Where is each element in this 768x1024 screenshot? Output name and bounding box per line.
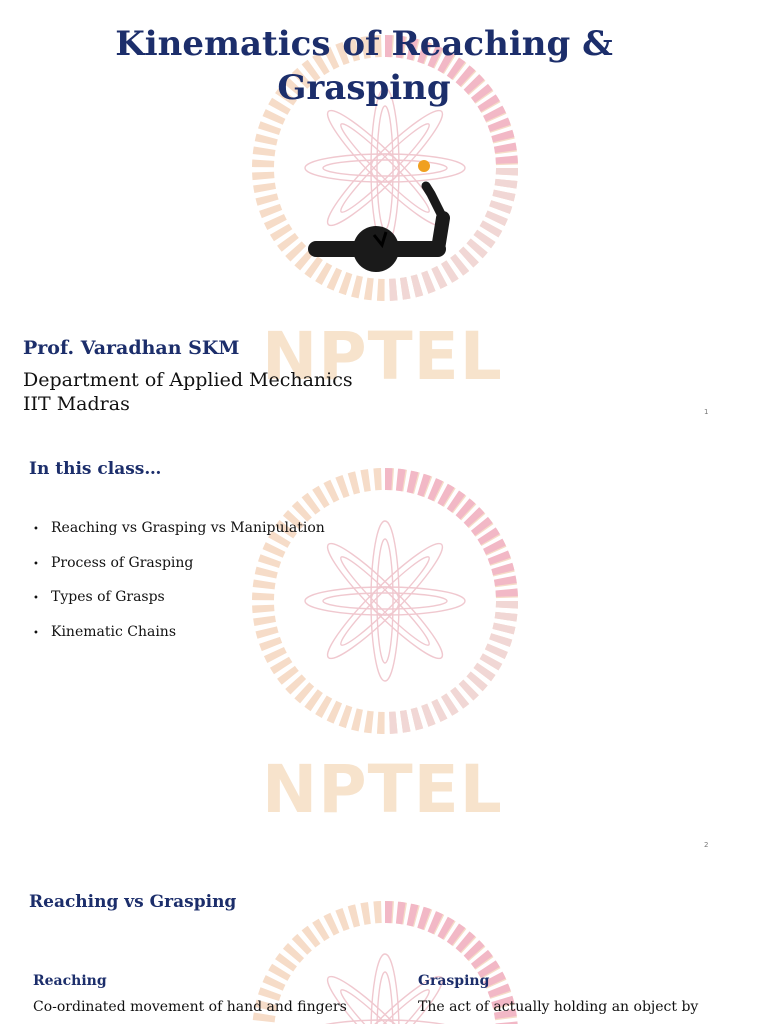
list-item: • Types of Grasps: [33, 589, 165, 605]
reaching-text: Co-ordinated movement of hand and fingers: [33, 999, 347, 1015]
arm-link-end: [426, 186, 443, 218]
professor-name: Prof. Varadhan SKM: [23, 337, 240, 359]
robot-arm-illustration: [300, 150, 460, 280]
target-point-icon: [418, 160, 430, 172]
page-number: 1: [704, 408, 709, 416]
section-heading: In this class…: [29, 459, 162, 479]
affiliation: [23, 368, 353, 416]
slide-title-line-1: Kinematics of Reaching &: [115, 24, 613, 64]
list-item: • Process of Grasping: [33, 554, 194, 571]
department: Department of Applied Mechanics: [23, 369, 353, 391]
nptel-watermark-text: NPTEL: [262, 751, 503, 828]
section-heading: Reaching vs Grasping: [29, 892, 237, 912]
slide-title: [0, 22, 728, 110]
slide-title-line-2: Grasping: [277, 68, 451, 108]
list-item: • Reaching vs Grasping vs Manipulation: [33, 520, 325, 536]
topic-list: [33, 517, 325, 655]
nptel-watermark-text: NPTEL: [262, 318, 503, 395]
slide-1: [0, 0, 768, 433]
grasping-text: The act of actually holding an object by: [418, 999, 699, 1015]
institute: IIT Madras: [23, 393, 130, 415]
reaching-heading: Reaching: [33, 973, 107, 989]
arm-joint-icon: [353, 226, 399, 272]
slide-3: [0, 866, 768, 1024]
list-item: • Kinematic Chains: [33, 623, 177, 640]
arm-link-middle: [438, 218, 443, 249]
page-number: 2: [704, 841, 709, 849]
slide-2: [0, 433, 768, 866]
grasping-heading: Grasping: [418, 973, 490, 989]
